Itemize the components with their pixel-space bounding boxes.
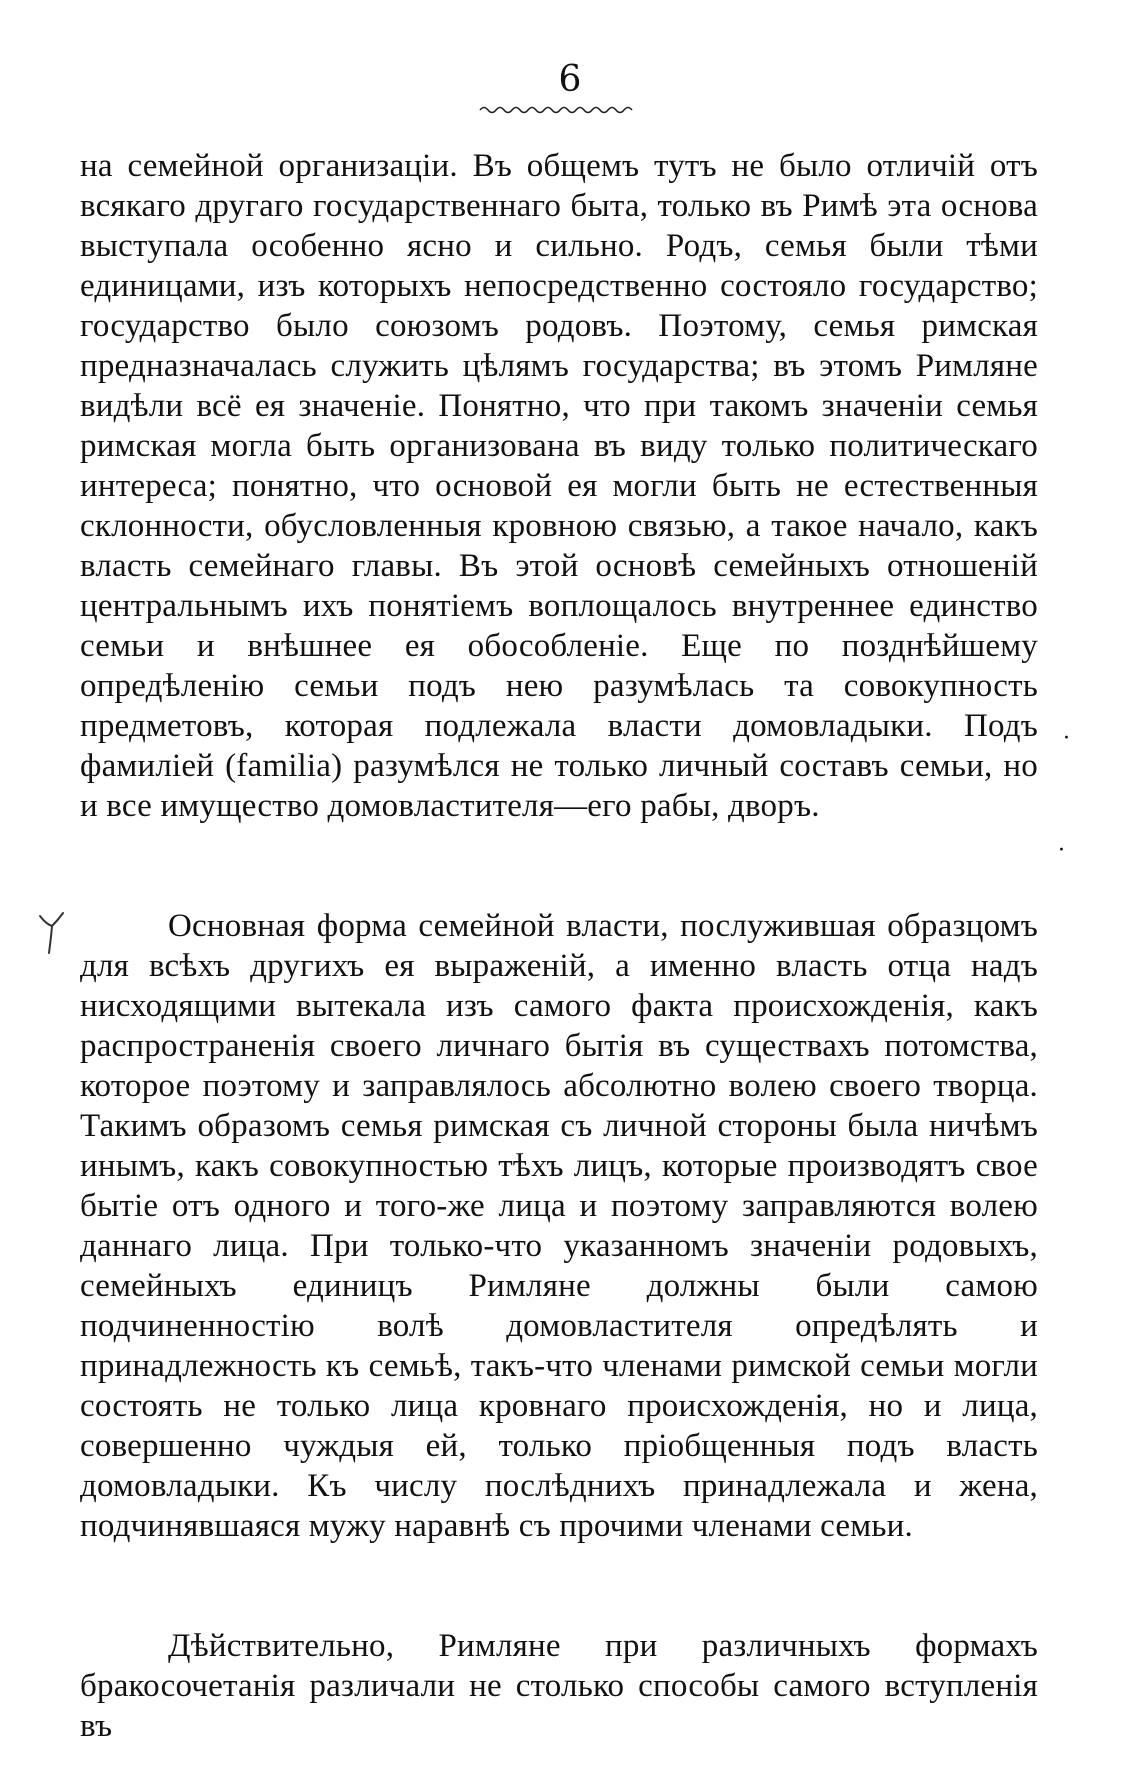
margin-dot: · <box>1063 726 1070 751</box>
margin-pencil-mark <box>36 910 66 956</box>
margin-dot: · <box>1058 838 1065 863</box>
paragraph: Основная форма семейной власти, послужившая образцомъ для всѣхъ другихъ ея выраженій, а именно власть отца надъ нисходящими вытекала изъ самого факта происхожденія, какъ распространенія своего личнаго бытія въ существахъ потомства, которое поэтому и заправлялось абсолютно волею своего творца. Такимъ образомъ семья римская съ личной стороны была ничѣмъ инымъ, какъ совокупностью тѣхъ лицъ, которые производятъ свое бытіе отъ одного и того-же лица и поэтому заправляются волею даннаго лица. При только-что указанномъ значеніи родовыхъ, семейныхъ единицъ Римляне должны были самою подчиненностію волѣ домовластителя опредѣлять и принадлежность къ семьѣ, такъ-что членами римской семьи могли состоять не только лица кровнаго происхожденія, но и лица, совершенно чуждыя ей, только пріобщенныя подъ власть домовладыки. Къ числу послѣднихъ принадлежала и жена, подчинявшаяся мужу наравнѣ съ прочими членами семьи. <box>80 908 1038 1544</box>
wavy-rule-ornament <box>478 103 634 117</box>
paragraph: на семейной организаціи. Въ общемъ тутъ не было отличій отъ всякаго другаго государственнаго быта, только въ Римѣ эта основа выступала особенно ясно и сильно. Родъ, семья были тѣми единицами, изъ которыхъ непосредственно состояло государство; государство было союзомъ родовъ. Поэтому, семья римская предназначалась служить цѣлямъ государства; въ этомъ Римляне видѣли всё ея значеніе. Понятно, что при такомъ значеніи семья римская могла быть организована въ виду только политическаго интереса; понятно, что основой ея могли быть не естественныя склонности, обусловленныя кровною связью, а такое начало, какъ власть семейнаго главы. Въ этой основѣ семейныхъ отношеній центральнымъ ихъ понятіемъ воплощалось внутреннее единство семьи и внѣшнее ея обособленіе. Еще по позднѣйшему опредѣленію семьи подъ нею разумѣлась та совокупность предметовъ, которая подлежала власти домовладыки. Подъ фамиліей (familia) разумѣлся не только личный составъ семьи, но и все имущество домовластителя—его рабы, дворъ. <box>80 148 1038 824</box>
page-number: 6 <box>558 59 582 100</box>
paragraph: Дѣйствительно, Римляне при различныхъ формахъ бракосочетанія различали не столько способы самого вступленія въ <box>80 1628 1038 1744</box>
